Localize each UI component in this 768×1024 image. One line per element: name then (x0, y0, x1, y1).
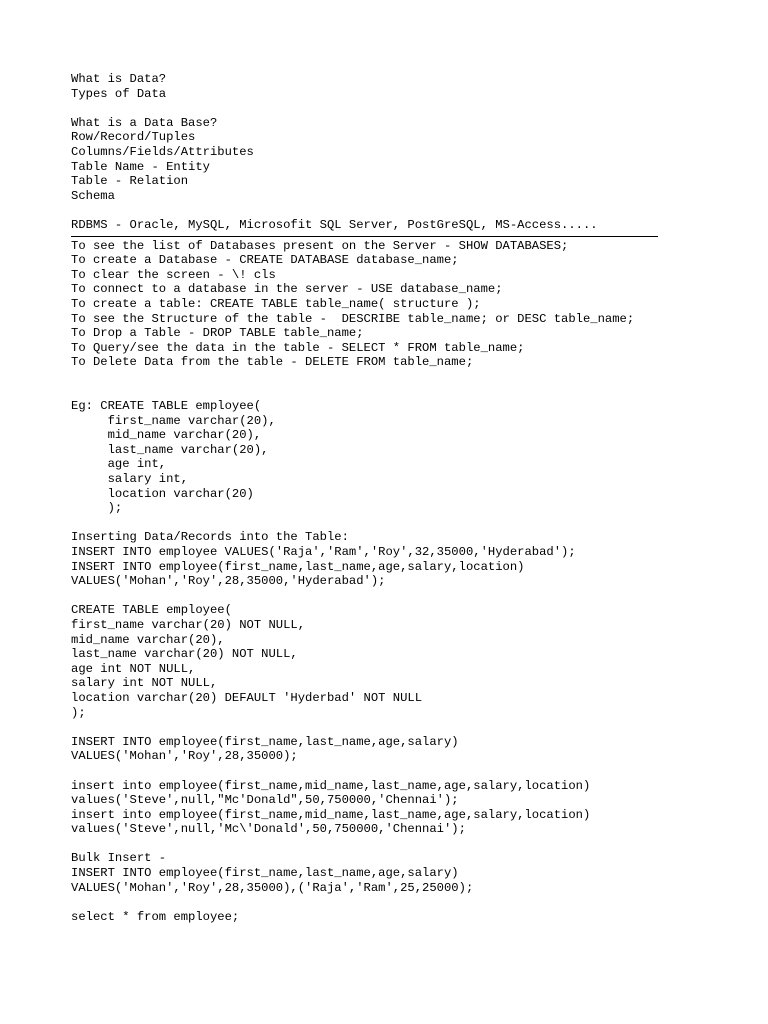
code-line: ); (71, 501, 123, 516)
intro-section (71, 72, 768, 101)
select-line: select * from employee; (71, 909, 240, 924)
code-line: mid_name varchar(20), (71, 632, 225, 647)
code-line: last_name varchar(20) NOT NULL, (71, 647, 298, 662)
concept-line: Columns/Fields/Attributes (71, 144, 254, 159)
code-line: INSERT INTO employee(first_name,last_name,age,salary,location) (71, 559, 525, 574)
bulk-insert-section (71, 851, 768, 895)
command-line: To create a table: CREATE TABLE table_name( structure ); (71, 296, 481, 311)
rdbms-line: RDBMS - Oracle, MySQL, Microsofit SQL Server, PostGreSQL, MS-Access..... (71, 217, 598, 232)
insert-partial-section (71, 735, 768, 764)
command-line: To see the list of Databases present on the Server - SHOW DATABASES; (71, 238, 569, 253)
code-line: values('Steve',null,"Mc'Donald",50,750000,'Chennai'); (71, 793, 459, 808)
code-line: ); (71, 705, 86, 720)
code-line: INSERT INTO employee(first_name,last_name,age,salary) (71, 866, 459, 881)
code-line: INSERT INTO employee VALUES('Raja','Ram','Roy',32,35000,'Hyderabad'); (71, 545, 576, 559)
example-create-section (71, 399, 768, 516)
code-line: VALUES('Mohan','Roy',28,35000); (71, 749, 298, 764)
code-line: first_name varchar(20) NOT NULL, (71, 617, 306, 632)
code-line: values('Steve',null,'Mc\'Donald',50,750000,'Chennai'); (71, 822, 466, 837)
command-line: To see the Structure of the table - DESCRIBE table_name; or DESC table_name; (71, 311, 635, 326)
code-line: age int NOT NULL, (71, 661, 196, 676)
code-line: Eg: CREATE TABLE employee( (71, 399, 262, 414)
code-line: VALUES('Mohan','Roy',28,35000,'Hyderabad'); (71, 574, 386, 589)
code-line: age int, (71, 457, 167, 472)
code-line: salary int, (71, 472, 189, 487)
code-line: Inserting Data/Records into the Table: (71, 530, 349, 545)
create-not-null-section (71, 603, 768, 720)
code-line: Bulk Insert - (71, 851, 167, 866)
concept-line: Row/Record/Tuples (71, 130, 196, 145)
command-line: To Delete Data from the table - DELETE FROM table_name; (71, 355, 474, 370)
code-line: salary int NOT NULL, (71, 676, 218, 691)
code-line: insert into employee(first_name,mid_name,last_name,age,salary,location) (71, 807, 591, 822)
insert-quotes-section (71, 779, 768, 837)
database-concepts-section (71, 116, 768, 204)
section-divider (71, 236, 658, 237)
concept-line: Table - Relation (71, 174, 189, 189)
concept-line: Schema (71, 188, 115, 203)
code-line: first_name varchar(20), (71, 413, 276, 428)
concept-line: What is a Data Base? (71, 115, 218, 130)
code-line: CREATE TABLE employee( (71, 603, 232, 618)
concept-line: Table Name - Entity (71, 159, 210, 174)
command-line: To connect to a database in the server - USE database_name; (71, 282, 503, 297)
command-line: To Query/see the data in the table - SELECT * FROM table_name; (71, 340, 525, 355)
intro-line: What is Data? (71, 72, 167, 86)
inserting-section (71, 530, 768, 588)
command-line: To Drop a Table - DROP TABLE table_name; (71, 326, 364, 341)
code-line: location varchar(20) (71, 486, 254, 501)
code-line: location varchar(20) DEFAULT 'Hyderbad' NOT NULL (71, 690, 423, 705)
command-line: To create a Database - CREATE DATABASE database_name; (71, 253, 459, 268)
code-line: insert into employee(first_name,mid_name,last_name,age,salary,location) (71, 778, 591, 793)
commands-section (71, 239, 768, 370)
command-line: To clear the screen - \! cls (71, 267, 276, 282)
code-line: INSERT INTO employee(first_name,last_name,age,salary) (71, 734, 459, 749)
code-line: last_name varchar(20), (71, 442, 269, 457)
code-line: mid_name varchar(20), (71, 428, 262, 443)
intro-line: Types of Data (71, 86, 167, 101)
code-line: VALUES('Mohan','Roy',28,35000),('Raja','Ram',25,25000); (71, 880, 474, 895)
